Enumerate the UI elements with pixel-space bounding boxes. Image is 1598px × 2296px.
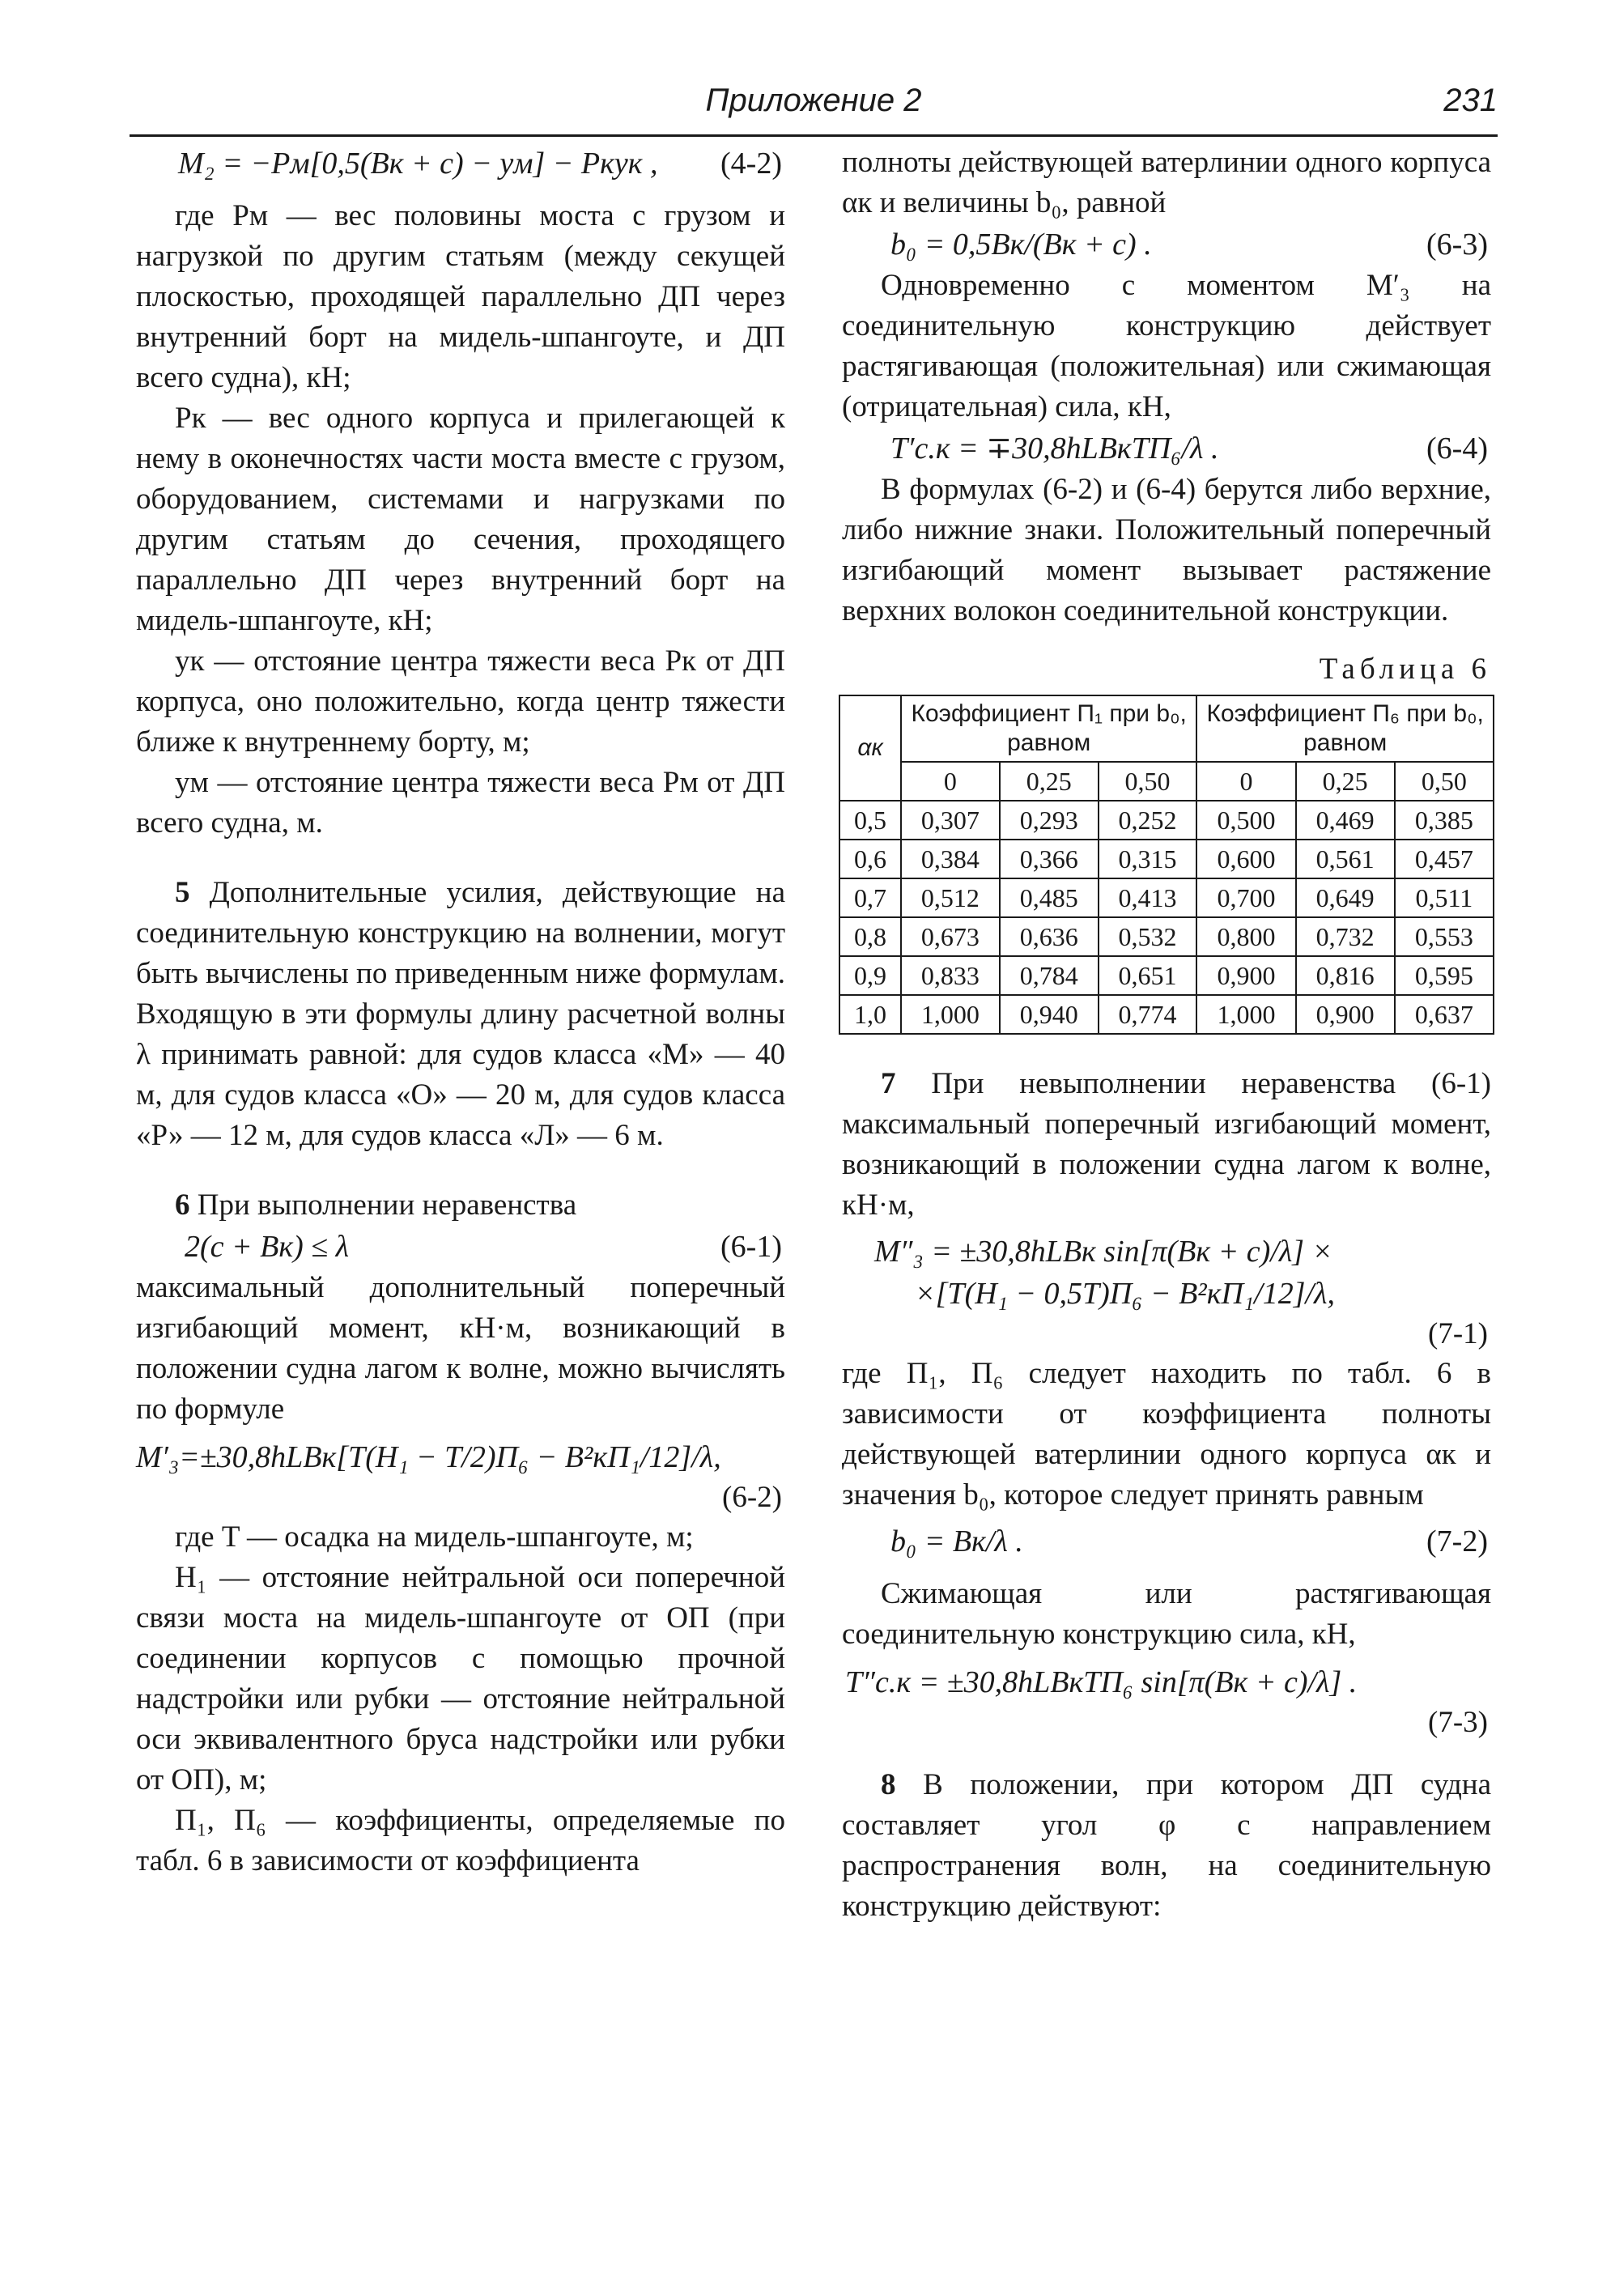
table-cell: 0,307 bbox=[901, 801, 1000, 840]
table-cell: 0,457 bbox=[1395, 840, 1494, 878]
table-cell: 0,673 bbox=[901, 917, 1000, 956]
section-6-text: При выполнении неравенства bbox=[197, 1188, 577, 1222]
section-7 bbox=[842, 1064, 1491, 1226]
table-cell: 0,5 bbox=[839, 801, 901, 840]
table-row bbox=[839, 801, 1494, 840]
table-row bbox=[839, 840, 1494, 878]
formula-6-1 bbox=[136, 1226, 785, 1268]
table-cell: 0,649 bbox=[1296, 878, 1395, 917]
table-cell: 0,9 bbox=[839, 956, 901, 995]
table-cell: 0,485 bbox=[1000, 878, 1099, 917]
table-cell: 0,384 bbox=[901, 840, 1000, 878]
table-cell: 0,469 bbox=[1296, 801, 1395, 840]
formula-7-3-expr: T″с.к = ±30,8hLBкTП₆ sin[π(Bк + c)/λ] . bbox=[845, 1665, 1358, 1699]
header-alpha: αк bbox=[839, 695, 901, 801]
formula-6-3 bbox=[842, 223, 1491, 266]
running-title: Приложение 2 bbox=[705, 83, 922, 118]
table-cell: 0,637 bbox=[1395, 995, 1494, 1034]
moment-description: максимальный дополнительный поперечный изгибающий момент, кН·м, возникающий в положении судна лагом к волне, можно вычислять по формуле bbox=[136, 1271, 785, 1426]
section-8-number: 8 bbox=[881, 1768, 896, 1801]
formula-6-1-number: (6-1) bbox=[720, 1230, 782, 1264]
section-5-text: Дополнительные усилия, действующие на соединительную конструкцию на волнении, могут быть вычислены по приведенным ниже формулам. Входящую в эти формулы длину расчетной волны λ принимать равной: для судов класса «М» — 40 м, для судов класса «О» — 20 м, для судов класса «Р» — 12 м, для судов класса «Л» — 6 м. bbox=[136, 876, 785, 1152]
section-8 bbox=[842, 1765, 1491, 1927]
table-cell: 0,561 bbox=[1296, 840, 1395, 878]
header-group-p1: Коэффициент П₁ при b₀, равном bbox=[901, 695, 1196, 762]
formula-7-1-line2: ×[T(H₁ − 0,5T)П₆ − B²кП₁/12]/λ, bbox=[915, 1277, 1335, 1311]
table-cell: 0,7 bbox=[839, 878, 901, 917]
formula-6-1-expr: 2(c + Bк) ≤ λ bbox=[185, 1230, 350, 1264]
table-cell: 0,315 bbox=[1099, 840, 1197, 878]
coefficient-table bbox=[839, 695, 1494, 1035]
subheader-cell: 0 bbox=[901, 762, 1000, 801]
formula-7-1-line1: M″₃ = ±30,8hLBк sin[π(Bк + c)/λ] × bbox=[874, 1235, 1333, 1269]
force-description: Одновременно с моментом M′₃ на соединительную конструкцию действует растягивающая (положительная) или сжимающая (отрицательная) сила, кН, bbox=[842, 269, 1491, 423]
formula-6-2 bbox=[136, 1436, 785, 1478]
table-subheader-row bbox=[839, 762, 1494, 801]
table-cell: 0,595 bbox=[1395, 956, 1494, 995]
table-cell: 0,293 bbox=[1000, 801, 1099, 840]
subheader-cell: 0,25 bbox=[1000, 762, 1099, 801]
definition-p1-p6: П₁, П₆ — коэффициенты, определяемые по табл. 6 в зависимости от коэффициента bbox=[136, 1804, 785, 1877]
force-paragraph: Сжимающая или растягивающая соединительную конструкцию сила, кН, bbox=[842, 1577, 1491, 1651]
formula-6-4 bbox=[842, 427, 1491, 470]
table-cell: 1,000 bbox=[901, 995, 1000, 1034]
table-cell: 0,732 bbox=[1296, 917, 1395, 956]
definition-ym: yм — отстояние центра тяжести веса Pм от ДП всего судна, м. bbox=[136, 766, 785, 840]
section-5-number: 5 bbox=[175, 876, 190, 909]
section-8-text: В положении, при котором ДП судна составляет угол φ с направлением распространения волн, на соединительную конструкцию действуют: bbox=[842, 1768, 1492, 1923]
section-7-number: 7 bbox=[881, 1067, 896, 1100]
formula-6-3-number: (6-3) bbox=[1426, 227, 1488, 261]
table-cell: 0,800 bbox=[1196, 917, 1295, 956]
formula-7-3-number: (7-3) bbox=[1428, 1706, 1488, 1739]
formula-4-2-number: (4-2) bbox=[720, 147, 782, 181]
table-cell: 0,512 bbox=[901, 878, 1000, 917]
table-row bbox=[839, 917, 1494, 956]
subheader-cell: 0,50 bbox=[1099, 762, 1197, 801]
definition-yk: yк — отстояние центра тяжести веса Pк от ДП корпуса, оно положительно, когда центр тяжести ближе к внутреннему борту, м; bbox=[136, 644, 785, 759]
page-number: 231 bbox=[1443, 83, 1498, 118]
continued-paragraph: полноты действующей ватерлинии одного корпуса αк и величины b₀, равной bbox=[842, 146, 1491, 219]
formula-7-2-number: (7-2) bbox=[1426, 1524, 1488, 1558]
table-cell: 0,366 bbox=[1000, 840, 1099, 878]
table-cell: 0,385 bbox=[1395, 801, 1494, 840]
table-cell: 0,774 bbox=[1099, 995, 1197, 1034]
right-column bbox=[842, 142, 1491, 1927]
table-row bbox=[839, 995, 1494, 1034]
formula-6-2-expr: M′₃=±30,8hLBк[T(H₁ − T/2)П₆ − B²кП₁/12]/λ, bbox=[136, 1440, 721, 1474]
formula-7-1-number: (7-1) bbox=[1428, 1317, 1488, 1350]
table-row bbox=[839, 956, 1494, 995]
section-5 bbox=[136, 873, 785, 1156]
table-cell: 0,700 bbox=[1196, 878, 1295, 917]
table-cell: 1,0 bbox=[839, 995, 901, 1034]
definition-pm: где Pм — вес половины моста с грузом и нагрузкой по другим статьям (между секущей плоскостью, проходящей параллельно ДП через внутренний борт на мидель-шпангоуте, и ДП всего судна), кН; bbox=[136, 199, 785, 394]
table-cell: 1,000 bbox=[1196, 995, 1295, 1034]
table-cell: 0,651 bbox=[1099, 956, 1197, 995]
table-cell: 0,600 bbox=[1196, 840, 1295, 878]
table-cell: 0,784 bbox=[1000, 956, 1099, 995]
definition-t: где T — осадка на мидель-шпангоуте, м; bbox=[175, 1520, 694, 1554]
p1-p6-note: где П₁, П₆ следует находить по табл. 6 в зависимости от коэффициента полноты действующей ватерлинии одного корпуса αк и значения b₀, которое следует принять равным bbox=[842, 1357, 1491, 1512]
formula-4-2 bbox=[136, 142, 785, 185]
formula-7-2 bbox=[842, 1520, 1491, 1563]
table-cell: 0,833 bbox=[901, 956, 1000, 995]
table-cell: 0,553 bbox=[1395, 917, 1494, 956]
left-column bbox=[136, 142, 785, 1881]
formula-7-2-expr: b₀ = Bк/λ . bbox=[890, 1524, 1023, 1558]
formula-4-2-expr: M₂ = −Pм[0,5(Bк + c) − yм] − Pкyк , bbox=[178, 147, 658, 181]
table-cell: 0,252 bbox=[1099, 801, 1197, 840]
table-cell: 0,413 bbox=[1099, 878, 1197, 917]
table-cell: 0,900 bbox=[1196, 956, 1295, 995]
page-header bbox=[130, 78, 1498, 137]
sign-note: В формулах (6-2) и (6-4) берутся либо верхние, либо нижние знаки. Положительный поперечный изгибающий момент вызывает растяжение верхних волокон соединительной конструкции. bbox=[842, 473, 1491, 627]
table-cell: 0,816 bbox=[1296, 956, 1395, 995]
subheader-cell: 0,50 bbox=[1395, 762, 1494, 801]
subheader-cell: 0 bbox=[1196, 762, 1295, 801]
table-cell: 0,636 bbox=[1000, 917, 1099, 956]
formula-6-2-number: (6-2) bbox=[722, 1481, 782, 1514]
section-6-number: 6 bbox=[175, 1188, 190, 1222]
table-header-row bbox=[839, 695, 1494, 762]
header-group-p6: Коэффициент П₆ при b₀, равном bbox=[1196, 695, 1494, 762]
table-cell: 0,900 bbox=[1296, 995, 1395, 1034]
table-cell: 0,500 bbox=[1196, 801, 1295, 840]
table-row bbox=[839, 878, 1494, 917]
table-cell: 0,6 bbox=[839, 840, 901, 878]
table-cell: 0,8 bbox=[839, 917, 901, 956]
formula-6-4-number: (6-4) bbox=[1426, 432, 1488, 466]
table-caption: Таблица 6 bbox=[1319, 653, 1491, 686]
table-cell: 0,532 bbox=[1099, 917, 1197, 956]
definition-pk: Pк — вес одного корпуса и прилегающей к нему в оконечностях части моста вместе с грузом, оборудованием, системами и нагрузками по другим статьям до сечения, проходящего параллельно ДП через внутренний борт на мидель-шпангоуте, кН; bbox=[136, 402, 785, 637]
formula-7-1 bbox=[842, 1231, 1491, 1315]
section-6 bbox=[136, 1185, 785, 1226]
formula-6-4-expr: T′с.к = ∓30,8hLBкTП₆/λ . bbox=[890, 432, 1219, 466]
formula-6-3-expr: b₀ = 0,5Bк/(Bк + c) . bbox=[890, 227, 1152, 261]
table-cell: 0,940 bbox=[1000, 995, 1099, 1034]
formula-7-3 bbox=[842, 1661, 1491, 1703]
definition-h1: H₁ — отстояние нейтральной оси поперечной связи моста на мидель-шпангоуте от ОП (при соединении корпусов с помощью прочной надстройки или рубки — отстояние нейтральной оси эквивалентного бруса надстройки или рубки от ОП), м; bbox=[136, 1561, 785, 1796]
subheader-cell: 0,25 bbox=[1296, 762, 1395, 801]
section-7-text: При невыполнении неравенства (6-1) максимальный поперечный изгибающий момент, возникающий в положении судна лагом к волне, кН·м, bbox=[842, 1067, 1491, 1222]
table-cell: 0,511 bbox=[1395, 878, 1494, 917]
